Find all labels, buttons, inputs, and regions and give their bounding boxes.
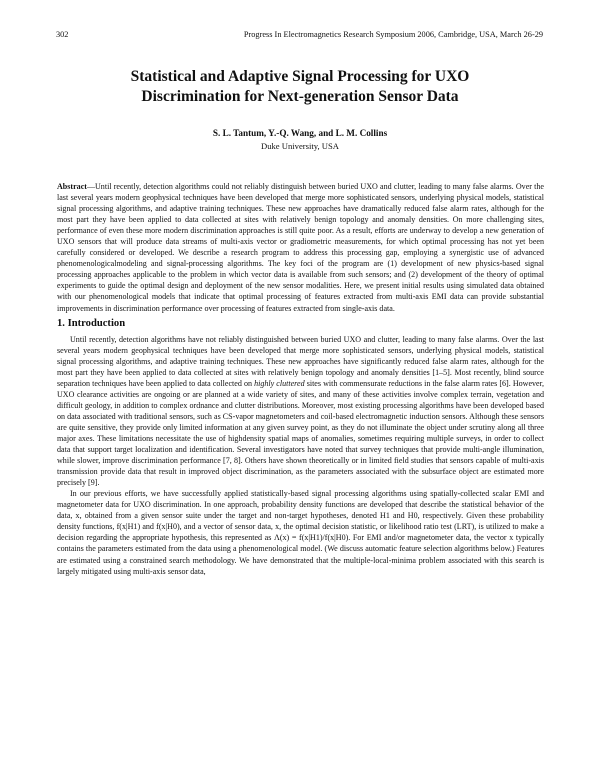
- intro-p1-emphasis: highly cluttered: [254, 378, 305, 388]
- page-number: 302: [56, 30, 69, 39]
- paper-title: [40, 67, 560, 107]
- abstract-text: —Until recently, detection algorithms could not reliably distinguish between buried UXO and clutter, leading to many false alarms. Over the last several years modern geophysical techniques have been developed that merge more sophisticated sensors, underlying physical models, statistical signal processing algorithms, and adaptive training techniques. These new approaches have dramatically reduced false alarm rates, although for the most part they have been applied to data collected at sites with relatively benign topology and anomaly densities. On more challenging sites, performance of even these more modern discrimination approaches is still quite poor. As a result, efforts are underway to develop a new generation of UXO sensors that will produce data streams of multi-axis vector or gradiometric measurements, for which optimal processing has not yet been carefully considered or developed. We describe a research program to address this processing gap, employing a synergistic use of advanced phenomenologicalmodeling and signal-processing algorithms. The key foci of the program are (1) development of new physics-based signal processing approaches applicable to the problem in which vector data is available from such sensors; and (2) development of the theory of optimal experiments to guide the optimal design and deployment of the new sensor modalities. Here, we present initial results using simulated data obtained with our phenomenological models that indicate that optimal processing of features extracted from multi-axis EMI data can provide substantial improvements in discrimination performance over processing of features extracted from single-axis data.: [57, 182, 544, 313]
- running-header: [56, 29, 543, 41]
- title-line-2: Discrimination for Next-generation Sensor Data: [141, 88, 459, 105]
- intro-paragraph-2: In our previous efforts, we have successfully applied statistically-based signal processing algorithms using spatially-collected scalar EMI and magnetometer data for UXO discrimination. In one approach, probability density functions are developed that describe the statistical behavior of the data, x, obtained from a given sensor suite under the target and non-target hypotheses, denoted H1 and H0, respectively. Given these probability density functions, f(x|H1) and f(x|H0), and a vector of sensor data, x, the optimal decision statistic, or likelihood ratio test (LRT), is utilized to make a decision regarding the appropriate hypothesis, this represented as Λ(x) = f(x|H1)/f(x|H0). For EMI and/or magnetometer data, the vector x typically contains the parameters estimated from the data using a phenomenological model. (We discuss automatic feature selection algorithms below.) Features are estimated using a constrained search methodology. We have demonstrated that the multiple-local-minima problem associated with this search is largely mitigated using multi-axis sensor data,: [57, 489, 544, 576]
- running-title: Progress In Electromagnetics Research Symposium 2006, Cambridge, USA, March 26-29: [243, 30, 543, 39]
- paper-body: [57, 181, 544, 577]
- intro-paragraph-1: [57, 334, 544, 489]
- abstract-label: Abstract: [57, 182, 87, 191]
- authors: S. L. Tantum, Y.-Q. Wang, and L. M. Collins: [212, 128, 388, 138]
- intro-p1-part-a: Until recently, detection algorithms have not reliably distinguished between buried UXO and clutter, leading to many false alarms. Over the last several years modern geophysical techniques have been developed that merge more sophisticated sensors, underlying physical models, statistical signal processing algorithms, and adaptive training techniques. These new approaches have significantly reduced false alarm rates, although for the most part they have been applied to data collected at sites with relatively benign topology and anomaly densities [1–5]. Most recently, blind source separation techniques have been applied to data collected on: [57, 334, 544, 388]
- section-heading-introduction: 1. Introduction: [57, 317, 126, 329]
- abstract: [57, 181, 544, 314]
- affiliation: Duke University, USA: [261, 141, 339, 151]
- title-line-1: Statistical and Adaptive Signal Processing for UXO: [130, 68, 470, 85]
- intro-p1-part-b: sites with commensurate reductions in the false alarm rates [6]. However, UXO clearance activities are ongoing or are planned at a wide variety of sites, and many of these activities involve complex terrain, vegetation and difficult geology, in addition to complex ordnance and clutter distributions. Moreover, most existing processing algorithms have been developed based on data associated with traditional sensors, such as CS-vapor magnetometers and coil-based electromagnetic induction sensors. Although these sensors are quite sensitive, they provide only limited information at any given survey point, as they do not illuminate the object under scrutiny along all three major axes. These limitations necessitate the use of highdensity spatial maps of anomalies, sometimes requiring multiple surveys, in order to collect data that support target localization and identification. Several investigators have noted that survey techniques that provide multi-angle illumination, while slower, improve discrimination performance [7, 8]. Others have shown theoretically or in limited field studies that sensors capable of multi-axis transmission provide data that result in improved object discrimination, as the parameters associated with the subsurface object are estimated more precisely [9].: [57, 378, 544, 488]
